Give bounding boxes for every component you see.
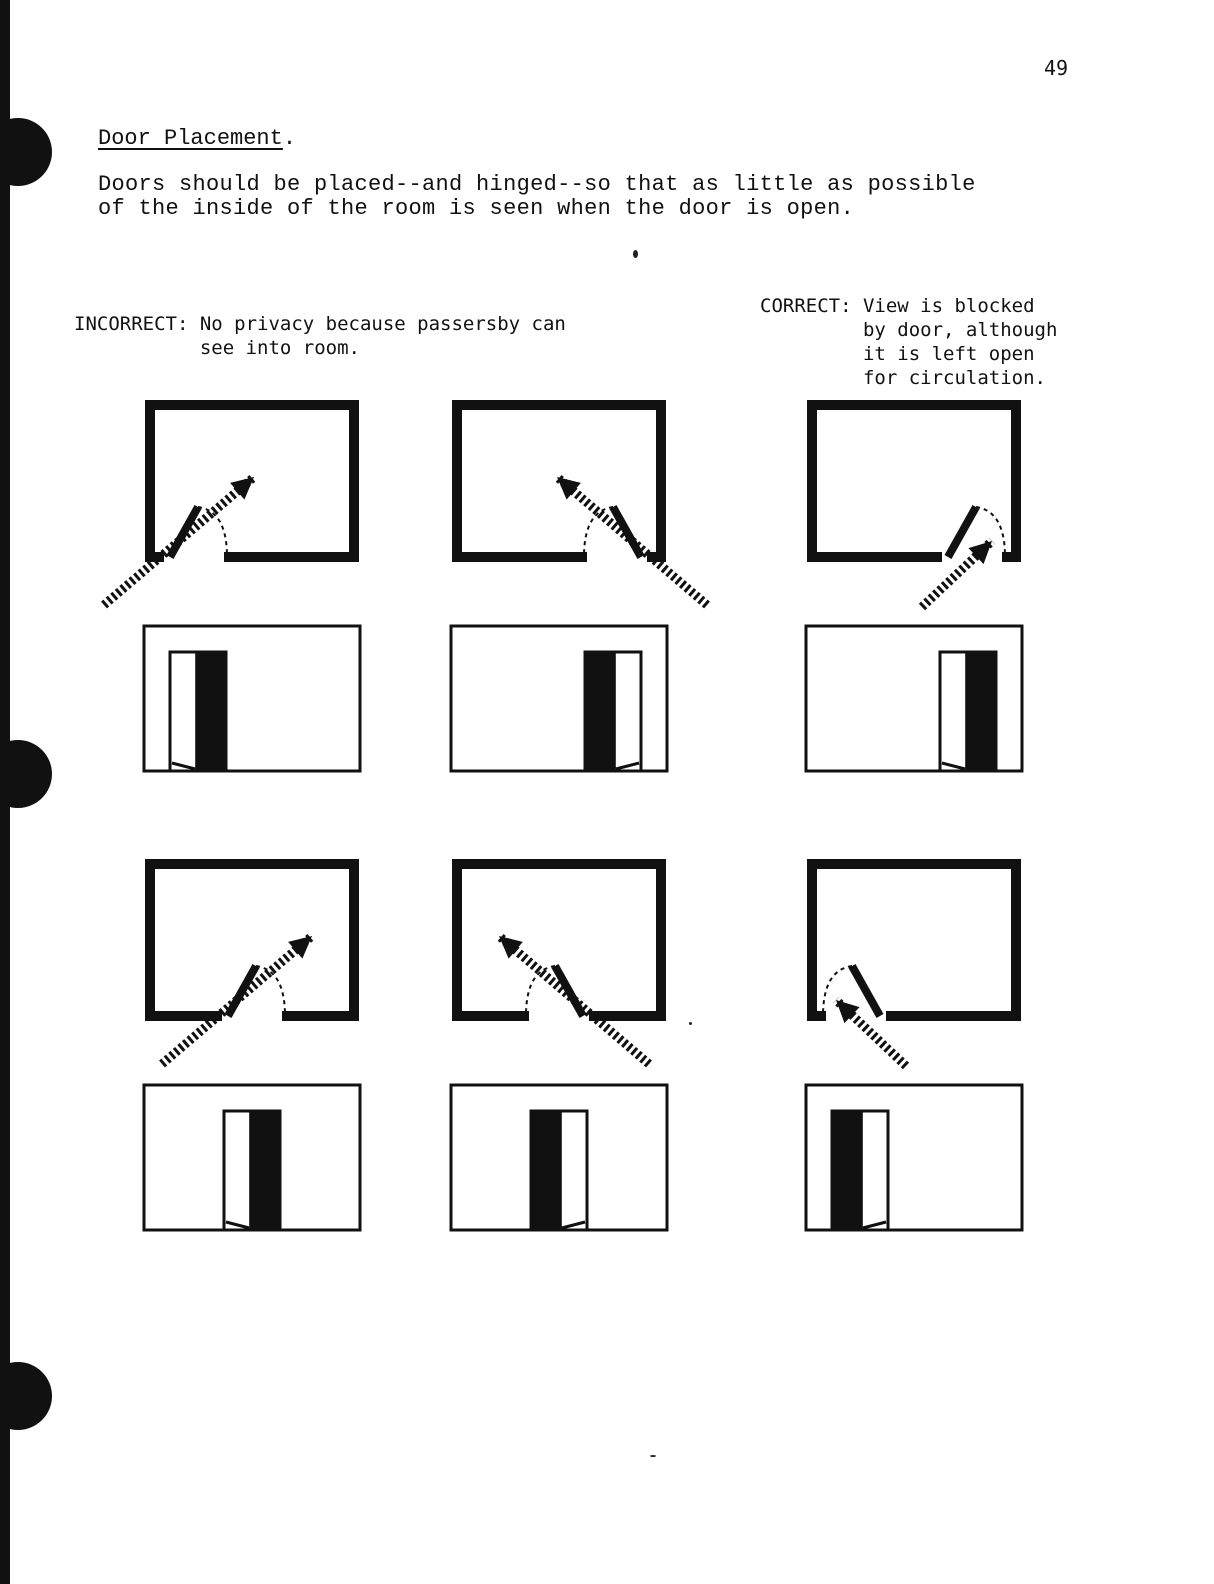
figure-correct-1-3: [806, 400, 1022, 771]
section-heading-text: Door Placement: [98, 126, 283, 151]
intro-paragraph: Doors should be placed--and hinged--so that as little as possible of the inside of the room is seen when the door is open.: [98, 172, 976, 221]
plan-wall-left: [452, 400, 462, 562]
plan-wall-right: [656, 400, 666, 562]
plan-wall-top: [807, 400, 1021, 410]
plan-wall-left: [145, 859, 155, 1021]
plan-wall-bottom-right: [886, 1011, 1021, 1021]
plan-wall-top: [452, 859, 666, 869]
caption-incorrect: INCORRECT: No privacy because passersby can see into room.: [74, 313, 566, 359]
floor-plan: [807, 400, 1021, 562]
plan-wall-left: [807, 859, 817, 1021]
floor-plan: [452, 859, 666, 1021]
caption-correct: CORRECT: View is blocked by door, although it is left open for circulation.: [760, 295, 1058, 389]
door-swing-arc: [584, 507, 613, 557]
plan-wall-bottom-right: [1002, 552, 1021, 562]
plan-wall-bottom-left: [807, 1011, 826, 1021]
figure-incorrect-2-2: [451, 859, 667, 1230]
door-swing-arc: [256, 966, 285, 1016]
figure-incorrect-2-1: [144, 859, 360, 1230]
plan-wall-right: [1011, 859, 1021, 1021]
plan-wall-bottom-left: [452, 552, 587, 562]
plan-wall-bottom-right: [282, 1011, 359, 1021]
floor-plan: [145, 859, 359, 1021]
floor-plan: [807, 859, 1021, 1021]
figure-incorrect-1-2: [451, 400, 707, 771]
plan-wall-top: [145, 400, 359, 410]
plan-wall-left: [452, 859, 462, 1021]
sight-line: [162, 936, 312, 1064]
sight-line: [104, 477, 254, 605]
speck: [633, 250, 638, 258]
plan-wall-left: [807, 400, 817, 562]
plan-wall-right: [349, 400, 359, 562]
plan-wall-bottom-left: [807, 552, 942, 562]
room-interior-visible: [531, 1111, 562, 1230]
plan-wall-right: [656, 859, 666, 1021]
room-interior-visible: [585, 652, 616, 771]
plan-wall-top: [452, 400, 666, 410]
plan-wall-left: [145, 400, 155, 562]
section-heading-period: .: [282, 126, 297, 151]
plan-wall-right: [349, 859, 359, 1021]
room-interior-visible: [195, 652, 226, 771]
plan-wall-bottom-right: [224, 552, 359, 562]
door-swing-arc: [526, 966, 555, 1016]
speck: [650, 1455, 656, 1457]
room-interior-visible: [832, 1111, 863, 1230]
plan-wall-right: [1011, 400, 1021, 562]
sight-line: [499, 936, 649, 1064]
plan-wall-top: [807, 859, 1021, 869]
sight-line: [557, 477, 707, 605]
door-swing-arc: [198, 507, 227, 557]
figure-incorrect-1-1: [104, 400, 360, 771]
plan-wall-bottom-right: [589, 1011, 666, 1021]
plan-wall-top: [145, 859, 359, 869]
plan-wall-bottom-left: [452, 1011, 529, 1021]
plan-wall-bottom-left: [145, 1011, 222, 1021]
room-interior-visible: [965, 652, 996, 771]
page-number: 49: [1044, 56, 1069, 80]
speck: [689, 1022, 692, 1025]
figure-correct-2-3: [806, 859, 1022, 1230]
room-interior-visible: [249, 1111, 280, 1230]
